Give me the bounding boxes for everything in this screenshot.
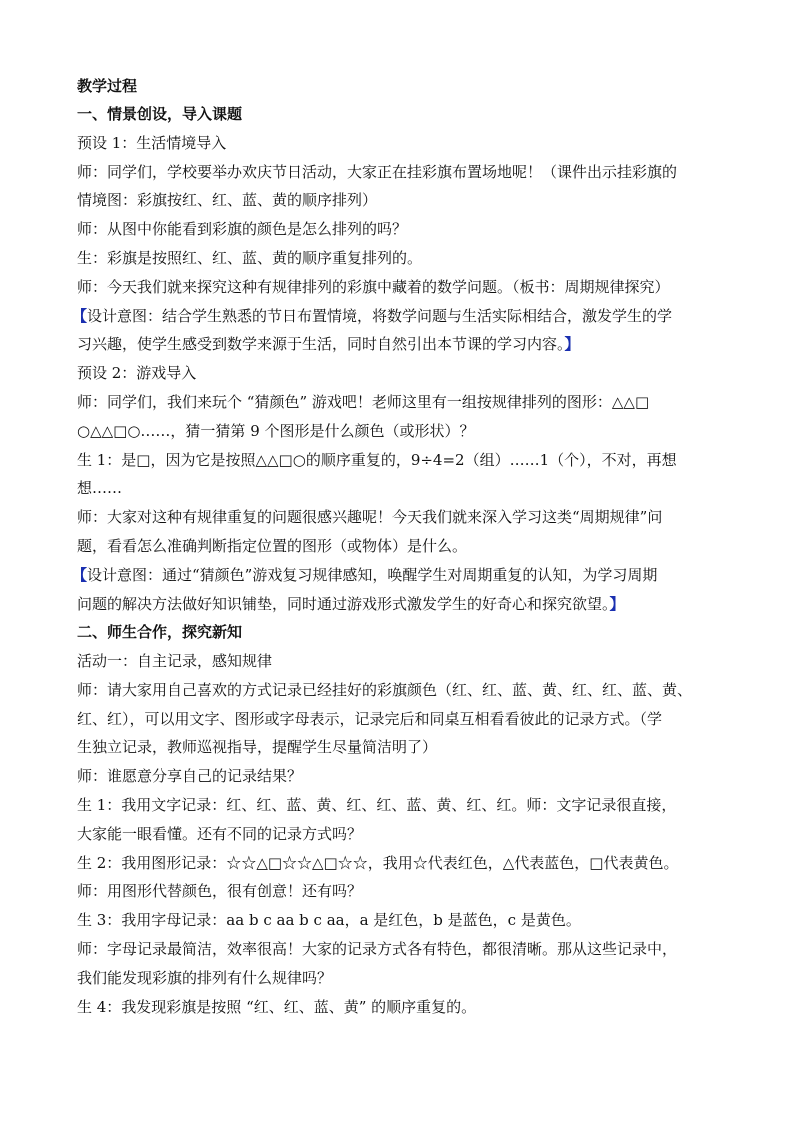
paragraph-line: 师：谁愿意分享自己的记录结果？ xyxy=(77,767,303,785)
design-intent-text: 设计意图：通过“猜颜色”游戏复习规律感知，唤醒学生对周期重复的认知，为学习周期 xyxy=(87,566,658,584)
design-intent-2-line-2 xyxy=(77,594,625,614)
paragraph-line: 师：用图形代替颜色，很有创意！还有吗？ xyxy=(77,882,363,900)
paragraph-line: 师：大家对这种有规律重复的问题很感兴趣呢！今天我们就来深入学习这类“周期规律”问 xyxy=(77,508,663,526)
paragraph-line: 红、红），可以用文字、图形或字母表示，记录完后和同桌互相看看彼此的记录方式。（学 xyxy=(77,710,663,728)
paragraph-line: 生 1：是□，因为它是按照△△□○的顺序重复的，9÷4=2（组）……1（个），不对，再想 xyxy=(77,451,677,469)
design-intent-text: 习兴趣，使学生感受到数学来源于生活，同时自然引出本节课的学习内容。 xyxy=(77,335,565,353)
paragraph-line: ○△△□○……，猜一猜第 9 个图形是什么颜色（或形状）？ xyxy=(77,422,475,440)
paragraph-line: 生 3：我用字母记录：aa b c aa b c aa，a 是红色，b 是蓝色，c 是黄色。 xyxy=(77,911,581,929)
paragraph-line: 我们能发现彩旗的排列有什么规律吗？ xyxy=(77,969,333,987)
design-intent-text: 问题的解决方法做好知识铺垫，同时通过游戏形式激发学生的好奇心和探究欲望。 xyxy=(77,595,610,613)
paragraph-line: 题，看看怎么准确判断指定位置的图形（或物体）是什么。 xyxy=(77,537,468,555)
open-bracket: 【 xyxy=(72,566,88,584)
design-intent-text: 设计意图：结合学生熟悉的节日布置情境，将数学问题与生活实际相结合，激发学生的学 xyxy=(87,307,673,325)
section-2-heading: 二、师生合作，探究新知 xyxy=(77,623,243,641)
paragraph-line: 师：从图中你能看到彩旗的颜色是怎么排列的吗？ xyxy=(77,220,408,238)
paragraph-line: 生独立记录，教师巡视指导，提醒学生尽量简洁明了） xyxy=(77,738,438,756)
activity-1-title: 活动一：自主记录，感知规律 xyxy=(77,652,273,670)
close-bracket: 】 xyxy=(609,595,625,613)
design-intent-1-line-1 xyxy=(72,306,672,326)
paragraph-line: 情境图：彩旗按红、红、蓝、黄的顺序排列） xyxy=(77,191,378,209)
design-intent-2-line-1 xyxy=(72,565,657,585)
lesson-process-title: 教学过程 xyxy=(77,77,138,95)
paragraph-line: 师：同学们，学校要举办欢庆节日活动，大家正在挂彩旗布置场地呢！（课件出示挂彩旗的 xyxy=(77,163,678,181)
section-1-heading: 一、情景创设，导入课题 xyxy=(77,105,243,123)
preset-2-title: 预设 2：游戏导入 xyxy=(77,364,197,382)
open-bracket: 【 xyxy=(72,307,88,325)
paragraph-line: 生：彩旗是按照红、红、蓝、黄的顺序重复排列的。 xyxy=(77,249,423,267)
paragraph-line: 师：同学们，我们来玩个 “猜颜色” 游戏吧！老师这里有一组按规律排列的图形：△△□ xyxy=(77,393,650,411)
design-intent-1-line-2 xyxy=(77,334,580,354)
paragraph-line: 师：今天我们就来探究这种有规律排列的彩旗中藏着的数学问题。（板书：周期规律探究） xyxy=(77,278,670,296)
paragraph-line: 想…… xyxy=(77,479,123,497)
paragraph-line: 大家能一眼看懂。还有不同的记录方式吗？ xyxy=(77,825,363,843)
close-bracket: 】 xyxy=(564,335,580,353)
paragraph-line: 生 1：我用文字记录：红、红、蓝、黄、红、红、蓝、黄、红、红。师：文字记录很直接， xyxy=(77,796,677,814)
preset-1-title: 预设 1：生活情境导入 xyxy=(77,134,227,152)
paragraph-line: 生 4：我发现彩旗是按照 “红、红、蓝、黄” 的顺序重复的。 xyxy=(77,998,477,1016)
paragraph-line: 师：字母记录最简洁，效率很高！大家的记录方式各有特色，都很清晰。那从这些记录中， xyxy=(77,940,678,958)
paragraph-line: 师：请大家用自己喜欢的方式记录已经挂好的彩旗颜色（红、红、蓝、黄、红、红、蓝、黄、 xyxy=(77,681,693,699)
paragraph-line: 生 2：我用图形记录：☆☆△□☆☆△□☆☆，我用☆代表红色，△代表蓝色，□代表黄色。 xyxy=(77,854,679,872)
